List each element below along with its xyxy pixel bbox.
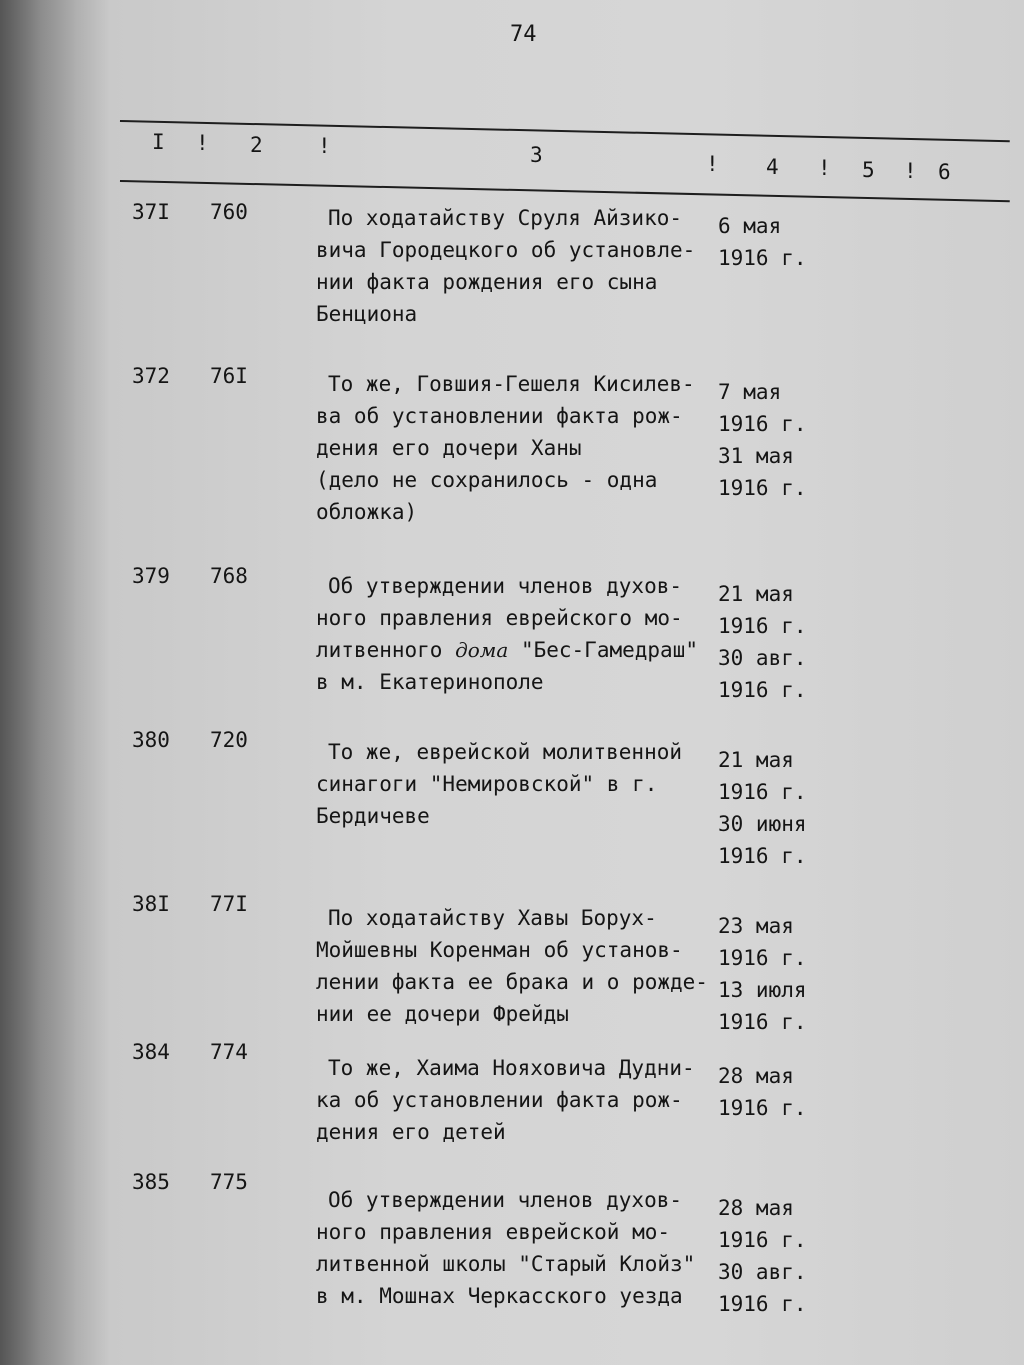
header-sep4: ! bbox=[818, 156, 831, 180]
description-line: (дело не сохранилось - одна bbox=[316, 468, 658, 492]
file-number: 76I bbox=[210, 364, 248, 388]
header-col5: 5 bbox=[862, 158, 875, 182]
book-spine-shadow bbox=[0, 0, 110, 1365]
date-line: 1916 г. bbox=[718, 246, 807, 270]
row-number: 384 bbox=[132, 1040, 170, 1064]
description-line: Об утверждении членов духов- bbox=[328, 1188, 683, 1212]
description-line: ка об установлении факта рож- bbox=[316, 1088, 683, 1112]
header-col1: I bbox=[152, 130, 165, 154]
description-line: нии ее дочери Фрейды bbox=[316, 1002, 569, 1026]
header-col6: 6 bbox=[938, 160, 951, 184]
date-line: 1916 г. bbox=[718, 412, 807, 436]
description-line: То же, еврейской молитвенной bbox=[328, 740, 683, 764]
file-number: 775 bbox=[210, 1170, 248, 1194]
file-number: 760 bbox=[210, 200, 248, 224]
row-number: 372 bbox=[132, 364, 170, 388]
description-line: вича Городецкого об установле- bbox=[316, 238, 696, 262]
description-line: нии факта рождения его сына bbox=[316, 270, 658, 294]
description-line: То же, Говшия-Гешеля Кисилев- bbox=[328, 372, 695, 396]
date-line: 1916 г. bbox=[718, 1228, 807, 1252]
description-line: ного правления еврейского мо- bbox=[316, 606, 683, 630]
file-number: 77I bbox=[210, 892, 248, 916]
date-line: 1916 г. bbox=[718, 1010, 807, 1034]
row-dates bbox=[718, 1060, 807, 1124]
row-dates bbox=[718, 210, 807, 274]
description-line: По ходатайству Сруля Айзико- bbox=[328, 206, 683, 230]
row-number: 37I bbox=[132, 200, 170, 224]
description-line: обложка) bbox=[316, 500, 418, 524]
date-line: 1916 г. bbox=[718, 1096, 807, 1120]
date-line: 1916 г. bbox=[718, 844, 807, 868]
table-header-rule bbox=[120, 180, 1010, 202]
date-line: 1916 г. bbox=[718, 476, 807, 500]
row-number: 380 bbox=[132, 728, 170, 752]
row-number: 385 bbox=[132, 1170, 170, 1194]
row-description bbox=[316, 1184, 695, 1312]
date-line: 28 мая bbox=[718, 1064, 794, 1088]
file-number: 720 bbox=[210, 728, 248, 752]
header-col4: 4 bbox=[766, 155, 779, 179]
date-line: 30 авг. bbox=[718, 1260, 807, 1284]
description-line: литвенного дома "Бес-Гамедраш" bbox=[316, 638, 698, 662]
row-description bbox=[316, 902, 708, 1030]
date-line: 30 авг. bbox=[718, 646, 807, 670]
description-line: ва об установлении факта рож- bbox=[316, 404, 683, 428]
header-sep1: ! bbox=[196, 131, 209, 155]
description-line: Мойшевны Коренман об установ- bbox=[316, 938, 683, 962]
header-col3: 3 bbox=[530, 143, 543, 167]
header-sep2: ! bbox=[318, 134, 331, 158]
date-line: 7 мая bbox=[718, 380, 782, 404]
row-dates bbox=[718, 578, 807, 706]
description-line: синагоги "Немировской" в г. bbox=[316, 772, 658, 796]
header-sep3: ! bbox=[706, 152, 719, 176]
handwritten-correction: дома bbox=[455, 638, 509, 662]
file-number: 774 bbox=[210, 1040, 248, 1064]
row-description bbox=[316, 368, 695, 528]
description-line: То же, Хаима Нояховича Дудни- bbox=[328, 1056, 695, 1080]
description-line: ного правления еврейской мо- bbox=[316, 1220, 671, 1244]
date-line: 31 мая bbox=[718, 444, 794, 468]
row-description bbox=[316, 736, 682, 832]
description-line: дения его детей bbox=[316, 1120, 506, 1144]
date-line: 6 мая bbox=[718, 214, 782, 238]
date-line: 30 июня bbox=[718, 812, 807, 836]
date-line: 1916 г. bbox=[718, 614, 807, 638]
row-dates bbox=[718, 376, 807, 504]
description-line: Об утверждении членов духов- bbox=[328, 574, 683, 598]
header-sep5: ! bbox=[904, 159, 917, 183]
date-line: 23 мая bbox=[718, 914, 794, 938]
row-description bbox=[316, 202, 695, 330]
date-line: 1916 г. bbox=[718, 1292, 807, 1316]
description-line: литвенной школы "Старый Клойз" bbox=[316, 1252, 696, 1276]
description-line: Бенциона bbox=[316, 302, 418, 326]
row-dates bbox=[718, 910, 807, 1038]
description-line: По ходатайству Хавы Борух- bbox=[328, 906, 657, 930]
date-line: 21 мая bbox=[718, 748, 794, 772]
page-number: 74 bbox=[510, 22, 537, 47]
description-line: лении факта ее брака и о рожде- bbox=[316, 970, 708, 994]
row-number: 38I bbox=[132, 892, 170, 916]
description-line: в м. Мошнах Черкасского уезда bbox=[316, 1284, 683, 1308]
row-description bbox=[316, 570, 698, 698]
row-dates bbox=[718, 744, 807, 872]
date-line: 1916 г. bbox=[718, 946, 807, 970]
file-number: 768 bbox=[210, 564, 248, 588]
description-line: Бердичеве bbox=[316, 804, 430, 828]
description-line: в м. Екатеринополе bbox=[316, 670, 544, 694]
row-dates bbox=[718, 1192, 807, 1320]
date-line: 1916 г. bbox=[718, 678, 807, 702]
date-line: 13 июля bbox=[718, 978, 807, 1002]
row-number: 379 bbox=[132, 564, 170, 588]
date-line: 1916 г. bbox=[718, 780, 807, 804]
date-line: 28 мая bbox=[718, 1196, 794, 1220]
header-col2: 2 bbox=[250, 133, 263, 157]
row-description bbox=[316, 1052, 695, 1148]
date-line: 21 мая bbox=[718, 582, 794, 606]
description-line: дения его дочери Ханы bbox=[316, 436, 582, 460]
